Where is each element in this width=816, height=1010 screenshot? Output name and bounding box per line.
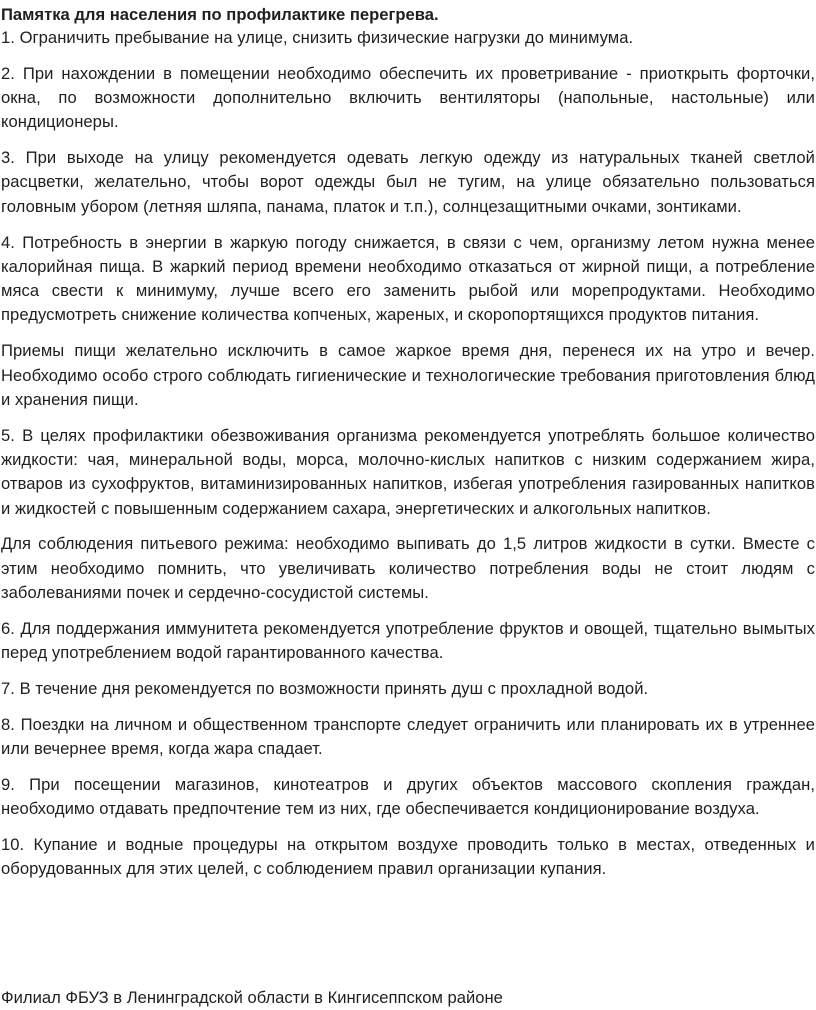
paragraph-6: 6. Для поддержания иммунитета рекомендуется употребление фруктов и овощей, тщательно вымытых перед употреблением водой гарантированного качества. bbox=[1, 618, 815, 663]
paragraph-2: 2. При нахождении в помещении необходимо обеспечить их проветривание - приоткрыть форточки, окна, по возможности дополнительно включить вентиляторы (напольные, настольные) или кондиционеры. bbox=[1, 63, 815, 132]
paragraph-1: 1. Ограничить пребывание на улице, снизить физические нагрузки до минимума. bbox=[1, 28, 634, 47]
document-title: Памятка для населения по профилактике перегрева. bbox=[1, 5, 439, 24]
paragraph-5: 5. В целях профилактики обезвоживания организма рекомендуется употреблять большое количество жидкости: чая, минеральной воды, морса, молочно-кислых напитков с низким содержанием жира, отваров из сухофруктов, витаминизированных напитков, избегая употребления газированных напитков и жидкостей с повышенным содержанием сахара, энергетических и алкогольных напитков. bbox=[1, 425, 815, 518]
paragraph-5-continued: Для соблюдения питьевого режима: необходимо выпивать до 1,5 литров жидкости в сутки. Вместе с этим необходимо помнить, что увеличивать количество потребления воды не стоит людям с заболеваниями почек и сердечно-сосудистой системы. bbox=[1, 534, 815, 602]
paragraph-4: 4. Потребность в энергии в жаркую погоду снижается, в связи с чем, организму летом нужна менее калорийная пища. В жаркий период времени необходимо отказаться от жирной пищи, а потребление мяса свести к минимуму, лучше всего его заменить рыбой или морепродуктами. Необходимо предусмотреть снижение количества копченых, жареных, и скоропортящихся продуктов питания. bbox=[1, 232, 815, 325]
paragraph-4-continued: Приемы пищи желательно исключить в самое жаркое время дня, перенеся их на утро и вечер. Необходимо особо строго соблюдать гигиенические и технологические требования приготовления блюд и хранения пищи. bbox=[1, 341, 815, 409]
paragraph-10: 10. Купание и водные процедуры на открытом воздухе проводить только в местах, отведенных и оборудованных для этих целей, с соблюдением правил организации купания. bbox=[1, 834, 815, 879]
paragraph-9: 9. При посещении магазинов, кинотеатров и других объектов массового скопления граждан, необходимо отдавать предпочтение тем из них, где обеспечивается кондиционирование воздуха. bbox=[1, 774, 815, 819]
paragraph-8: 8. Поездки на личном и общественном транспорте следует ограничить или планировать их в утреннее или вечернее время, когда жара спадает. bbox=[1, 714, 815, 758]
document-body bbox=[1, 3, 815, 893]
document-footer: Филиал ФБУЗ в Ленинградской области в Кингисеппском районе bbox=[1, 988, 503, 1007]
paragraph-7: 7. В течение дня рекомендуется по возможности принять душ с прохладной водой. bbox=[1, 678, 649, 698]
paragraph-3: 3. При выходе на улицу рекомендуется одевать легкую одежду из натуральных тканей светлой расцветки, желательно, чтобы ворот одежды был не тугим, на улице обязательно пользоваться головным убором (летняя шляпа, панама, платок и т.п.), солнцезащитными очками, зонтиками. bbox=[1, 148, 815, 216]
